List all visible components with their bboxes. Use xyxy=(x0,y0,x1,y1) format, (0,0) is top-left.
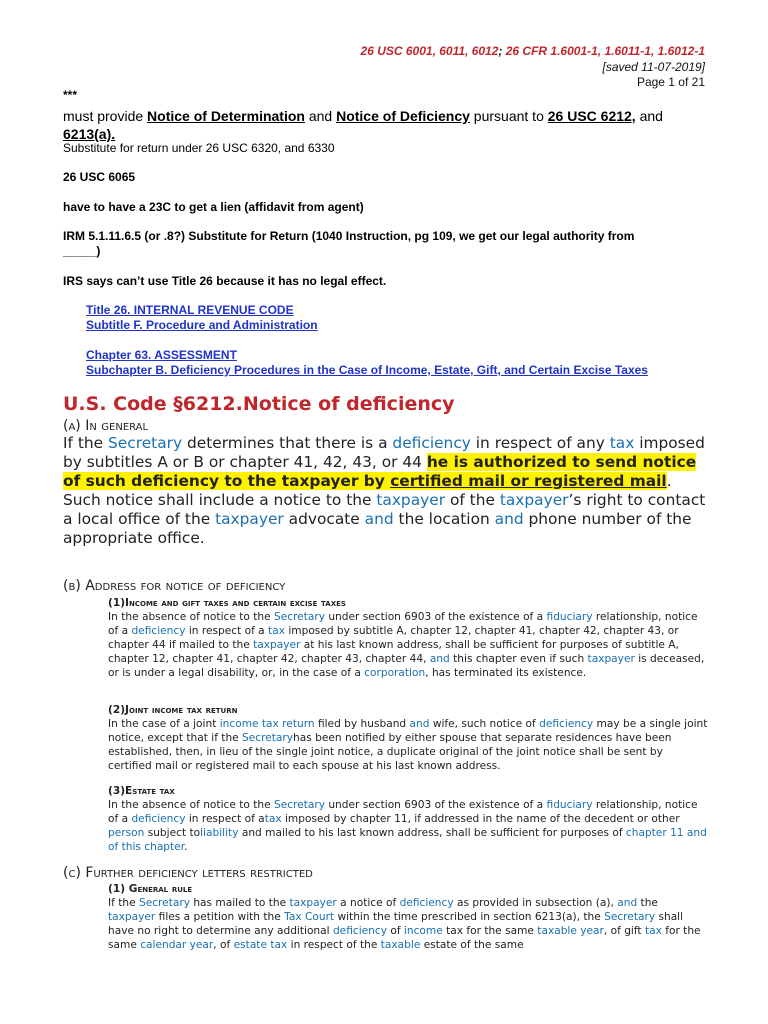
text: and xyxy=(304,108,337,124)
link[interactable]: deficiency xyxy=(131,813,186,825)
text: advocate xyxy=(283,510,365,528)
text: In the absence of notice to the xyxy=(108,611,274,623)
paragraph-c1 xyxy=(108,882,708,952)
text: subject to xyxy=(144,827,201,839)
text: estate of the same xyxy=(420,939,524,951)
link[interactable]: tax xyxy=(268,625,285,637)
note-line-2: Substitute for return under 26 USC 6320, and 6330 xyxy=(63,141,335,155)
text: relationship, notice of a xyxy=(108,799,698,825)
link[interactable]: deficiency xyxy=(332,925,387,937)
paragraph-b1 xyxy=(108,596,708,680)
highlight-certified-mail: certified mail or registered mail xyxy=(390,472,667,490)
link[interactable]: taxable xyxy=(380,939,421,951)
link-tax[interactable]: tax xyxy=(609,434,635,452)
section-heading: U.S. Code §6212.Notice of deficiency xyxy=(63,393,455,415)
text: . xyxy=(184,841,188,853)
text: at his last known address, shall be sufficient for purposes of subtitle A, chapter 12, chapter 41, chapter 42, chapter 43, chapter 44, xyxy=(108,639,679,665)
link[interactable]: taxpayer xyxy=(108,911,156,923)
text: imposed by chapter 11, if addressed in the name of the decedent or other xyxy=(281,813,680,825)
note-line-6: IRS says can’t use Title 26 because it has no legal effect. xyxy=(63,274,387,288)
text: If the xyxy=(108,897,139,909)
link-group-title xyxy=(86,303,318,333)
subsection-a-text xyxy=(63,434,713,548)
link[interactable]: calendar year xyxy=(140,939,214,951)
link[interactable]: Secretary xyxy=(604,911,656,923)
link-taxpayer[interactable]: taxpayer xyxy=(376,491,446,509)
link[interactable]: deficiency xyxy=(399,897,454,909)
link-subtitle-f[interactable]: Subtitle F. Procedure and Administration xyxy=(86,318,318,332)
link[interactable]: and xyxy=(409,718,430,730)
text: has been notified by either spouse that separate residences have been established, then, in lieu of the single joint notice, a duplicate original of the joint notice shall be sent by certified mail or registered mail to each spouse at his last known address. xyxy=(108,732,672,772)
text: the xyxy=(637,897,658,909)
link-deficiency[interactable]: deficiency xyxy=(392,434,471,452)
text: , of xyxy=(213,939,234,951)
text: filed by husband xyxy=(314,718,410,730)
link[interactable]: tax xyxy=(644,925,662,937)
text: In the case of a joint xyxy=(108,718,220,730)
paragraph-c1-title: (1) General rule xyxy=(108,883,193,895)
text: for the same xyxy=(108,925,701,951)
separator-stars: *** xyxy=(63,88,78,102)
link[interactable]: taxpayer xyxy=(289,897,337,909)
paragraph-b3-title: (3)Estate tax xyxy=(108,785,175,797)
text: the location xyxy=(393,510,495,528)
link-group-chapter xyxy=(86,348,648,378)
citation-separator: ; xyxy=(498,44,503,58)
text: _____) xyxy=(63,244,101,258)
text: of the xyxy=(445,491,500,509)
text: under section 6903 of the existence of a xyxy=(324,611,547,623)
text: . Such notice shall include a notice to the xyxy=(63,472,672,509)
usc-6212: 26 USC 6212, xyxy=(547,108,636,124)
text: pursuant to xyxy=(469,108,548,124)
link-and[interactable]: and xyxy=(494,510,524,528)
text: in respect of the xyxy=(287,939,381,951)
text: as provided in subsection (a), xyxy=(453,897,618,909)
text: , of gift xyxy=(603,925,645,937)
text: If the xyxy=(63,434,108,452)
text: ’s right to contact a local office of the xyxy=(63,491,706,528)
link[interactable]: tax xyxy=(264,813,282,825)
text: In the absence of notice to the xyxy=(108,799,274,811)
note-line-4: have to have a 23C to get a lien (affidavit from agent) xyxy=(63,200,364,214)
link[interactable]: income tax return xyxy=(219,718,315,730)
text: shall have no right to determine any additional xyxy=(108,911,684,937)
note-line-1 xyxy=(63,107,703,143)
paragraph-b3 xyxy=(108,784,708,854)
text: a notice of xyxy=(336,897,400,909)
link[interactable]: corporation xyxy=(364,667,426,679)
usc-6213a: 6213(a). xyxy=(63,126,116,142)
text: tax for the same xyxy=(442,925,538,937)
link[interactable]: taxpayer xyxy=(253,639,301,651)
note-line-3: 26 USC 6065 xyxy=(63,170,136,184)
page-number: Page 1 of 21 xyxy=(636,75,705,89)
link[interactable]: deficiency xyxy=(539,718,594,730)
text: within the time prescribed in section 6213(a), the xyxy=(334,911,605,923)
paragraph-b2 xyxy=(108,703,708,773)
text: of xyxy=(386,925,404,937)
text: determines that there is a xyxy=(182,434,393,452)
link[interactable]: Secretary xyxy=(273,799,325,811)
link[interactable]: and xyxy=(617,897,638,909)
text: in respect of a xyxy=(185,625,269,637)
link[interactable]: income xyxy=(403,925,443,937)
text: IRM 5.1.11.6.5 (or .8?) Substitute for Return (1040 Instruction, pg 109, we get our legal authority from xyxy=(63,229,635,243)
link[interactable]: Secretary xyxy=(138,897,190,909)
usc-citation: 26 USC 6001, 6011, 6012 xyxy=(360,44,499,58)
link-and[interactable]: and xyxy=(364,510,394,528)
link[interactable]: Tax Court xyxy=(284,911,335,923)
link-title-26[interactable]: Title 26. INTERNAL REVENUE CODE xyxy=(86,303,294,317)
subsection-b-label: (b) Address for notice of deficiency xyxy=(63,578,286,594)
subsection-a-label: (a) In general xyxy=(63,418,149,434)
link-subchapter-b[interactable]: Subchapter B. Deficiency Procedures in the Case of Income, Estate, Gift, and Certain Excise Taxes xyxy=(86,363,648,377)
text: may be a single joint notice, except that if the xyxy=(108,718,708,744)
link[interactable]: taxpayer xyxy=(587,653,635,665)
subsection-c-label: (c) Further deficiency letters restricted xyxy=(63,865,313,881)
header-citations xyxy=(361,44,705,59)
text: and mailed to his last known address, shall be sufficient for purposes of xyxy=(238,827,626,839)
cfr-citation: 26 CFR 1.6001-1, 1.6011-1, 1.6012-1 xyxy=(505,44,705,58)
link-chapter-63[interactable]: Chapter 63. ASSESSMENT xyxy=(86,348,237,362)
link[interactable]: fiduciary xyxy=(546,799,593,811)
text: and xyxy=(635,108,663,124)
text: , has terminated its existence. xyxy=(425,667,587,679)
text: must provide xyxy=(63,108,148,124)
text: under section 6903 of the existence of a xyxy=(324,799,547,811)
highlight-authorized: he is authorized to send notice of such deficiency to the taxpayer by xyxy=(63,453,697,490)
link[interactable]: person xyxy=(108,827,145,839)
link[interactable]: and xyxy=(429,653,450,665)
link[interactable]: taxable year xyxy=(537,925,604,937)
link[interactable]: chapter 11 and of this chapter xyxy=(108,827,707,853)
link-secretary[interactable]: Secretary xyxy=(108,434,183,452)
text: imposed by subtitle A, chapter 12, chapter 41, chapter 42, chapter 43, or chapter 44 if mailed to the xyxy=(108,625,679,651)
note-line-5 xyxy=(63,229,713,259)
text: has mailed to the xyxy=(189,897,290,909)
link-taxpayer[interactable]: taxpayer xyxy=(499,491,569,509)
text: relationship, notice of a xyxy=(108,611,698,637)
paragraph-b1-title: (1)Income and gift taxes and certain excise taxes xyxy=(108,597,346,609)
link[interactable]: deficiency xyxy=(131,625,186,637)
link-taxpayer[interactable]: taxpayer xyxy=(215,510,284,528)
text: is deceased, or is under a legal disability, or, in the case of a xyxy=(108,653,705,679)
link[interactable]: liability xyxy=(200,827,239,839)
notice-of-deficiency: Notice of Deficiency xyxy=(336,108,470,124)
text: in respect of any xyxy=(470,434,610,452)
text: files a petition with the xyxy=(155,911,285,923)
link[interactable]: Secretary xyxy=(242,732,294,744)
paragraph-b2-title: (2)Joint income tax return xyxy=(108,704,238,716)
text: imposed by subtitles A or B or chapter 41, 42, 43, or 44 xyxy=(63,434,705,471)
text: this chapter even if such xyxy=(449,653,588,665)
text: wife, such notice of xyxy=(429,718,540,730)
saved-date: [saved 11-07-2019] xyxy=(602,60,705,74)
text: phone number of the appropriate office. xyxy=(63,510,692,547)
notice-of-determination: Notice of Determination xyxy=(147,108,305,124)
link[interactable]: estate tax xyxy=(233,939,288,951)
link[interactable]: Secretary xyxy=(273,611,325,623)
text: in respect of a xyxy=(185,813,265,825)
link[interactable]: fiduciary xyxy=(546,611,593,623)
